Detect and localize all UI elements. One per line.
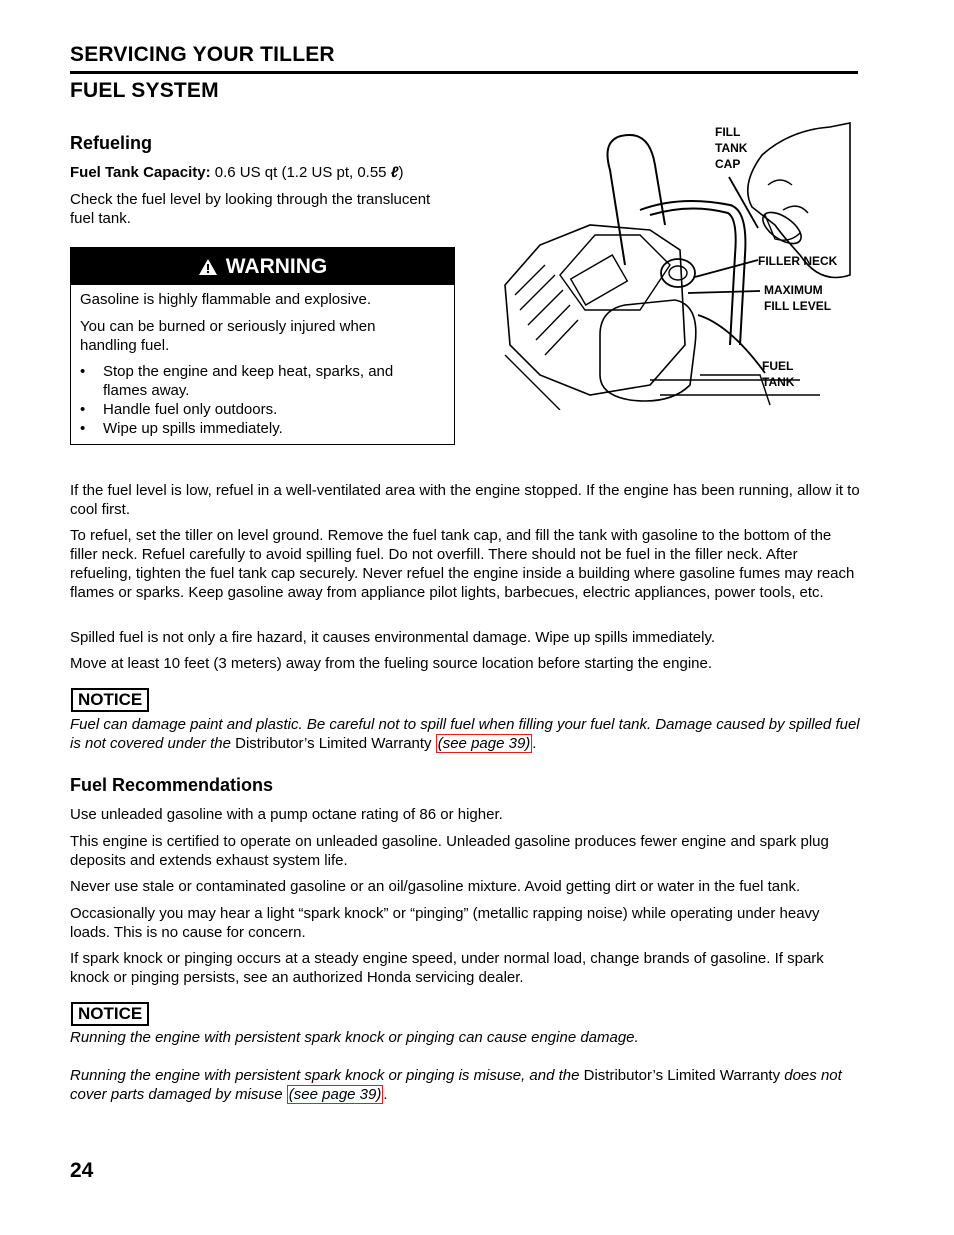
paragraph-change-brands: If spark knock or pinging occurs at a steady engine speed, under normal load, change brands of gasoline. If spark knock or pinging persists, see an authorized Honda servicing dealer. — [70, 950, 824, 986]
label-fill-tank-cap: FILL TANK CAP — [715, 125, 748, 171]
label-fuel-tank: FUEL TANK — [762, 359, 795, 389]
label-maximum-fill-level: MAXIMUM FILL LEVEL — [764, 283, 832, 313]
check-fuel-text: Check the fuel level by looking through the translucent fuel tank. — [70, 191, 431, 227]
warning-line1: Gasoline is highly flammable and explosive. — [80, 291, 371, 308]
notice-badge: NOTICE — [71, 1002, 149, 1026]
notice-text-misuse: Running the engine with persistent spark knock or pinging is misuse, and the Distributor’s Limited Warranty does not cover parts damaged by misuse (see page 39) . — [70, 1067, 842, 1103]
warning-line2: You can be burned or seriously injured when handling fuel. — [80, 318, 376, 354]
warning-bullet: • Stop the engine and keep heat, sparks, and flames away. — [80, 363, 394, 399]
warning-bullet-list — [80, 362, 430, 438]
warning-header — [71, 248, 454, 285]
liter-symbol: ℓ — [390, 164, 399, 181]
notice-badge: NOTICE — [71, 688, 149, 712]
warning-box — [70, 247, 455, 445]
warning-bullet: • Handle fuel only outdoors. — [80, 401, 278, 418]
paragraph-move-away: Move at least 10 feet (3 meters) away from the fueling source location before starting the engine. — [70, 655, 713, 672]
page-number: 24 — [70, 1159, 94, 1182]
section-title: SERVICING YOUR TILLER — [70, 43, 335, 66]
warning-triangle-icon — [198, 258, 218, 276]
warning-title: WARNING — [225, 254, 328, 278]
fuel-capacity — [70, 163, 403, 182]
capacity-label: Fuel Tank Capacity: — [70, 164, 211, 181]
header-rule — [70, 71, 858, 74]
paragraph-stale-gasoline: Never use stale or contaminated gasoline or an oil/gasoline mixture. Avoid getting dirt or water in the fuel tank. — [70, 878, 801, 895]
paragraph-unleaded: This engine is certified to operate on unleaded gasoline. Unleaded gasoline produces fewer engine and spark plug deposits and extends exhaust system life. — [70, 833, 829, 869]
label-filler-neck: FILLER NECK — [758, 254, 838, 268]
paragraph-refuel-procedure: To refuel, set the tiller on level ground. Remove the fuel tank cap, and fill the tank with gasoline to the bottom of the filler neck. Refuel carefully to avoid spilling fuel. Do not overfill. There should not be fuel in the filler neck. After refueling, tighten the fuel tank cap securely. Never refuel the engine inside a building where gasoline fumes may reach flames or sparks. Keep gasoline away from appliance pilot lights, barbecues, electric appliances, power tools, etc. — [70, 527, 855, 601]
see-page-39-link[interactable]: (see page 39) — [288, 1086, 382, 1103]
fuel-recommendations-heading: Fuel Recommendations — [70, 775, 274, 795]
paragraph-octane: Use unleaded gasoline with a pump octane rating of 86 or higher. — [70, 806, 503, 823]
notice-text-engine-damage: Running the engine with persistent spark knock or pinging can cause engine damage. — [70, 1029, 639, 1046]
subsection-title: FUEL SYSTEM — [70, 79, 219, 102]
paragraph-spilled-fuel: Spilled fuel is not only a fire hazard, it causes environmental damage. Wipe up spills immediately. — [70, 629, 716, 646]
refueling-heading: Refueling — [70, 133, 153, 153]
warning-bullet: • Wipe up spills immediately. — [80, 420, 283, 437]
capacity-close: ) — [398, 164, 404, 181]
paragraph-spark-knock: Occasionally you may hear a light “spark knock” or “pinging” (metallic rapping noise) while operating under heavy loads. This is no cause for concern. — [70, 905, 820, 941]
see-page-39-link[interactable]: (see page 39) — [437, 735, 531, 752]
notice-text-paint: Fuel can damage paint and plastic. Be careful not to spill fuel when filling your fuel tank. Damage caused by spilled fuel is not covered under the Distributor’s Limited Warranty (see page 39) . — [70, 716, 860, 752]
paragraph-fuel-low: If the fuel level is low, refuel in a well-ventilated area with the engine stopped. If the engine has been running, allow it to cool first. — [70, 482, 860, 518]
capacity-value: 0.6 US qt (1.2 US pt, 0.55 — [214, 164, 391, 181]
